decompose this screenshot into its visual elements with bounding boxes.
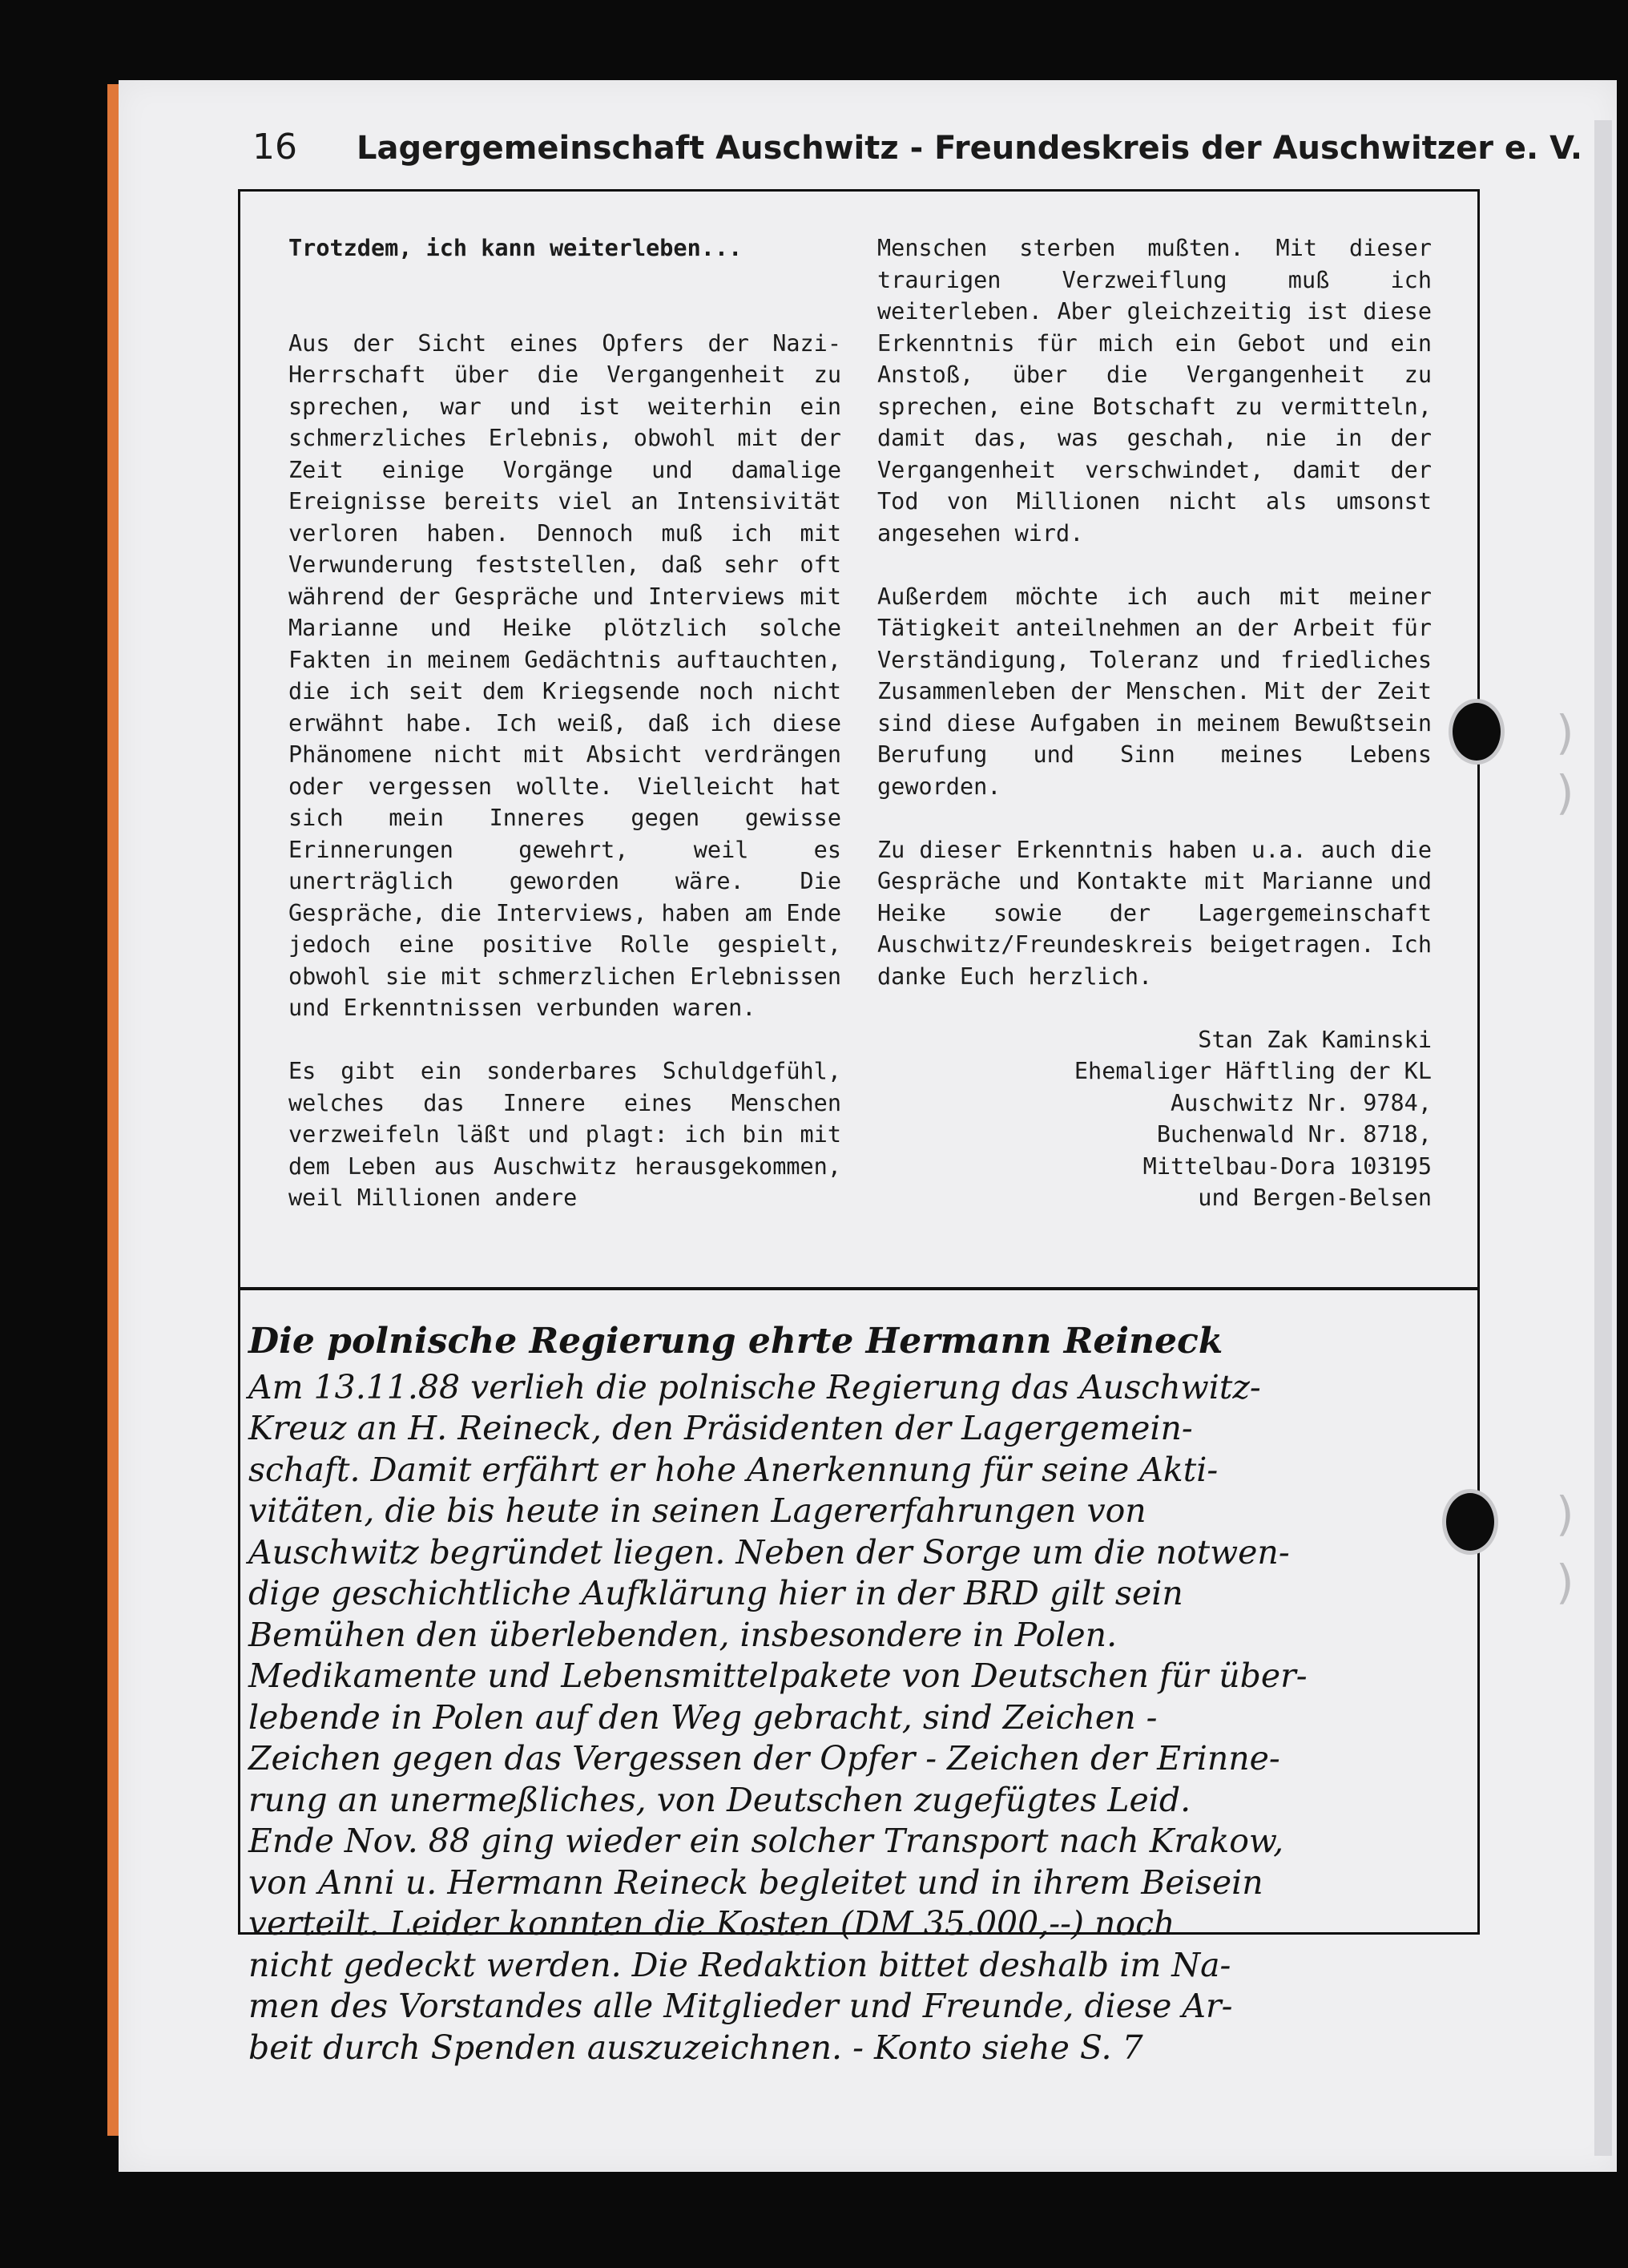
notice-line: beit durch Spenden auszuzeichnen. - Konto siehe S. 7 (248, 2028, 1143, 2067)
signature-line: Mittelbau-Dora 103195 (1142, 1152, 1432, 1180)
notice-line: Zeichen gegen das Vergessen der Opfer - Zeichen der Erinne- (248, 1739, 1280, 1778)
page-edge-shadow (1594, 120, 1612, 2156)
header-title: Lagergemeinschaft Auschwitz - Freundeskreis der Auschwitzer e. V. (357, 130, 1583, 167)
article-paragraph: Außerdem möchte ich auch mit meiner Tätigkeit anteilnehmen an der Arbeit für Verständigung, Toleranz und friedliches Zusammenleben der Menschen. Mit der Zeit sind diese Aufgaben in meinem Bewußtsein Berufung und Sinn meines Lebens geworden. (877, 583, 1432, 800)
notice-line: nicht gedeckt werden. Die Redaktion bittet deshalb im Na- (248, 1945, 1231, 1984)
notice-line: Ende Nov. 88 ging wieder ein solcher Transport nach Krakow, (248, 1822, 1284, 1860)
article-right-column (877, 232, 1432, 1214)
notice-line: Medikamente und Lebensmittelpakete von Deutschen für über- (248, 1657, 1308, 1695)
bleed-through-mark: ) (1556, 1555, 1574, 1609)
signature-line: Auschwitz Nr. 9784, (1170, 1089, 1432, 1116)
bleed-through-mark: ) (1556, 705, 1574, 760)
notice-line: Bemühen den überlebenden, insbesondere in Polen. (248, 1615, 1118, 1654)
punch-hole (1442, 1489, 1498, 1555)
notice-title: Die polnische Regierung ehrte Hermann Reineck (248, 1321, 1223, 1362)
notice-line: dige geschichtliche Aufklärung hier in der BRD gilt sein (248, 1574, 1183, 1612)
signature-line: und Bergen-Belsen (1198, 1184, 1432, 1211)
notice-line: men des Vorstandes alle Mitglieder und Freunde, diese Ar- (248, 1987, 1233, 2025)
signature-name: Stan Zak Kaminski (1198, 1026, 1432, 1053)
bleed-through-mark: ) (1556, 765, 1574, 820)
article-left-column (288, 232, 841, 1214)
notice-line: von Anni u. Hermann Reineck begleitet und in ihrem Beisein (248, 1862, 1263, 1902)
handwritten-notice (248, 1321, 1466, 2068)
signature-block (877, 1024, 1432, 1214)
page-header (252, 127, 1583, 175)
page-number: 16 (252, 127, 297, 167)
article-paragraph: Menschen sterben mußten. Mit dieser traurigen Verzweiflung muß ich weiterleben. Aber gleichzeitig ist diese Erkenntnis für mich ein Gebot und ein Anstoß, über die Vergangenheit zu sprechen, eine Botschaft zu vermitteln, damit das, was geschah, nie in der Vergangenheit verschwindet, damit der Tod von Millionen nicht als umsonst angesehen wird. (877, 235, 1432, 547)
notice-line: Auschwitz begründet liegen. Neben der Sorge um die notwen- (248, 1532, 1290, 1572)
notice-line: Am 13.11.88 verlieh die polnische Regierung das Auschwitz- (248, 1367, 1261, 1406)
notice-line: rung an unermeßliches, von Deutschen zugefügtes Leid. (248, 1780, 1191, 1819)
bleed-through-mark: ) (1556, 1487, 1574, 1541)
article-title: Trotzdem, ich kann weiterleben... (288, 235, 743, 261)
signature-line: Ehemaliger Häftling der KL (1074, 1058, 1432, 1084)
section-divider (238, 1287, 1480, 1290)
signature-line: Buchenwald Nr. 8718, (1156, 1121, 1432, 1148)
article-paragraph: Es gibt ein sonderbares Schuldgefühl, welches das Innere eines Menschen verzweifeln läßt und plagt: ich bin mit dem Leben aus Auschwitz herausgekommen, weil Millionen andere (288, 1058, 841, 1211)
article-paragraph: Zu dieser Erkenntnis haben u.a. auch die Gespräche und Kontakte mit Marianne und Heike sowie der Lagergemeinschaft Auschwitz/Freundeskreis beigetragen. Ich danke Euch herzlich. (877, 836, 1432, 990)
notice-line: lebende in Polen auf den Weg gebracht, sind Zeichen - (248, 1697, 1158, 1737)
notice-line: verteilt. Leider konnten die Kosten (DM 35.000,--) noch (248, 1904, 1175, 1943)
notice-line: vitäten, die bis heute in seinen Lagererfahrungen von (248, 1491, 1146, 1530)
article-paragraph: Aus der Sicht eines Opfers der Nazi-Herrschaft über die Vergangenheit zu sprechen, war und ist weiterhin ein schmerzliches Erlebnis, obwohl mit der Zeit einige Vorgänge und damalige Ereignisse bereits viel an Intensivität verloren haben. Dennoch muß ich mit Verwunderung feststellen, daß sehr oft während der Gespräche und Interviews mit Marianne und Heike plötzlich solche Fakten in meinem Gedächtnis auftauchten, die ich seit dem Kriegsende noch nicht erwähnt habe. Ich weiß, daß ich diese Phänomene nicht mit Absicht verdrängen oder vergessen wollte. Vielleicht hat sich mein Inneres gegen gewisse Erinnerungen gewehrt, weil es unerträglich geworden wäre. Die Gespräche, die Interviews, haben am Ende jedoch eine positive Rolle gespielt, obwohl sie mit schmerzlichen Erlebnissen und Erkenntnissen verbunden waren. (288, 329, 841, 1021)
notice-line: schaft. Damit erfährt er hohe Anerkennung für seine Akti- (248, 1450, 1219, 1489)
punch-hole (1449, 699, 1505, 765)
notice-line: Kreuz an H. Reineck, den Präsidenten der Lagergemein- (248, 1409, 1193, 1447)
